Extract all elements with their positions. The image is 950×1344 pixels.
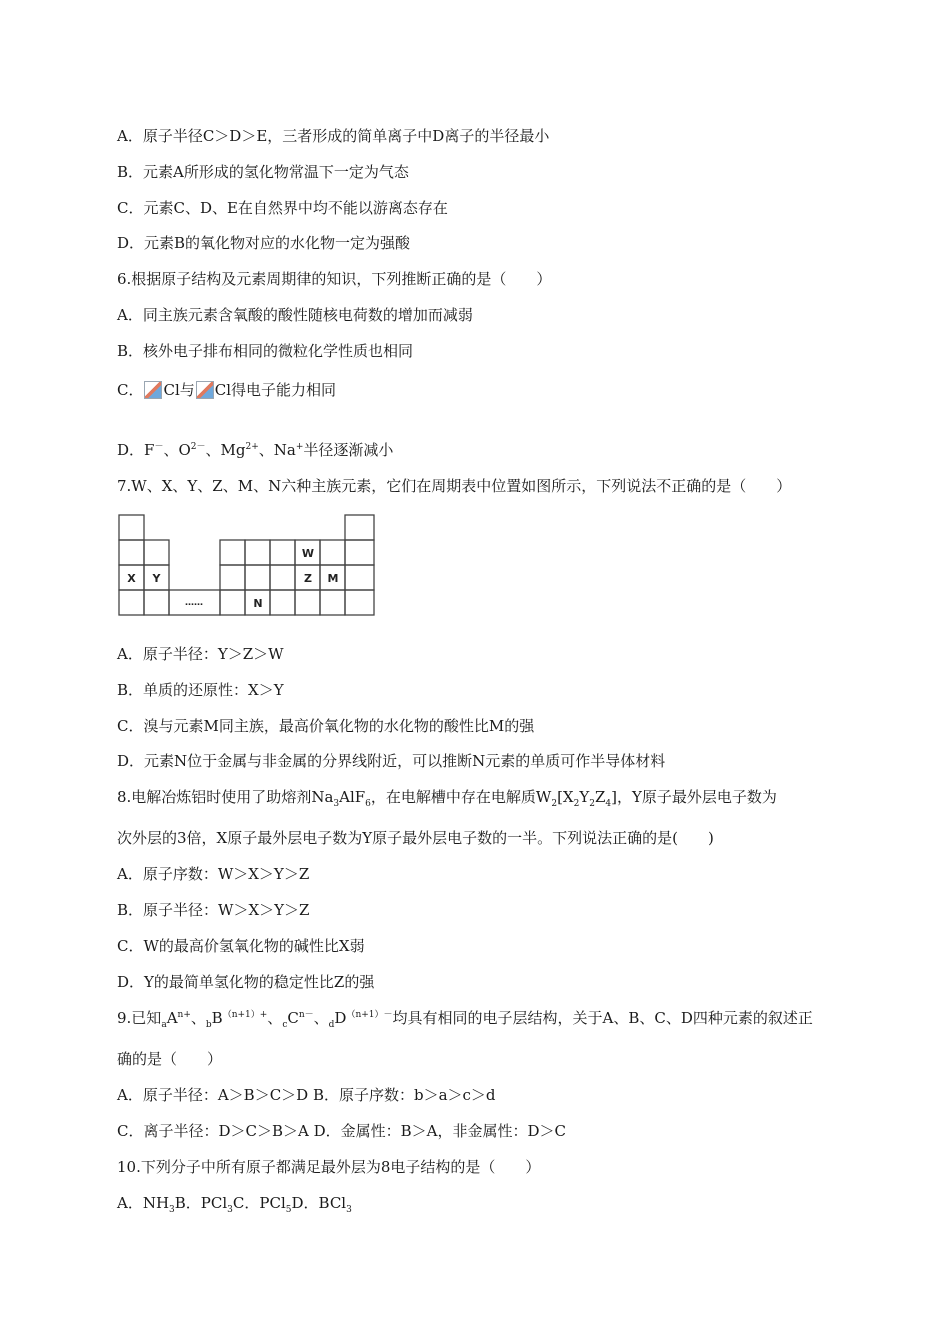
q9-part: 、 xyxy=(267,1009,283,1027)
q6d-mg: 、Mg xyxy=(205,441,246,459)
q5-option-a: A．原子半径C＞D＞E，三者形成的简单离子中D离子的半径最小 xyxy=(117,127,550,145)
cell xyxy=(245,565,270,590)
cell xyxy=(345,515,374,540)
q10-stem: 10.下列分子中所有原子都满足最外层为8电子结构的是（ ） xyxy=(117,1158,541,1176)
cell xyxy=(345,565,374,590)
sub: 2 xyxy=(589,799,595,809)
q9-part: 9.已知 xyxy=(117,1009,162,1027)
q9-part: A xyxy=(166,1009,178,1027)
cell xyxy=(345,590,374,615)
q5-option-d: D．元素B的氧化物对应的水化物一定为强酸 xyxy=(117,234,411,252)
q10-part: B．PCl xyxy=(174,1194,228,1212)
sub: c xyxy=(282,1020,288,1030)
sub: 3 xyxy=(227,1205,233,1215)
sub: d xyxy=(328,1020,335,1030)
q6d-post: 半径逐渐减小 xyxy=(303,441,394,459)
q8-part: [X xyxy=(557,788,574,806)
q6-option-a: A．同主族元素含氧酸的酸性随核电荷数的增加而减弱 xyxy=(117,306,473,324)
q6-option-b: B．核外电子排布相同的微粒化学性质也相同 xyxy=(117,342,414,360)
q6d-na: 、Na xyxy=(258,441,296,459)
cell xyxy=(245,540,270,565)
cell xyxy=(119,515,144,540)
label-z: Z xyxy=(304,572,312,585)
sub: 6 xyxy=(365,799,371,809)
sub: 3 xyxy=(169,1205,175,1215)
periodic-table-svg xyxy=(118,514,375,616)
q8-part: AlF xyxy=(339,788,366,806)
q9-part: D xyxy=(334,1009,347,1027)
q8-stem-line1 xyxy=(117,787,777,807)
q7-option-d: D．元素N位于金属与非金属的分界线附近，可以推断N元素的单质可作半导体材料 xyxy=(117,752,666,770)
q9-part: 、 xyxy=(190,1009,206,1027)
label-gap: …… xyxy=(185,598,203,608)
cell xyxy=(270,565,295,590)
cell xyxy=(220,565,245,590)
sub: 3 xyxy=(346,1205,352,1215)
q10-options xyxy=(117,1193,352,1213)
sup-minus: － xyxy=(154,442,164,452)
q5-option-c: C．元素C、D、E在自然界中均不能以游离态存在 xyxy=(117,199,448,217)
sup: n－ xyxy=(298,1010,314,1020)
label-n: N xyxy=(253,597,263,610)
q9-stem-line2: 确的是（ ） xyxy=(117,1050,223,1068)
sup-plus: + xyxy=(295,442,304,452)
label-w: W xyxy=(301,547,315,560)
q8-part: 8.电解冶炼铝时使用了助熔剂Na xyxy=(117,788,334,806)
cell xyxy=(220,540,245,565)
sup: n+ xyxy=(177,1010,191,1020)
cell xyxy=(144,590,169,615)
q7-option-b: B．单质的还原性：X＞Y xyxy=(117,681,284,699)
cell xyxy=(270,590,295,615)
sup: （n+1）+ xyxy=(222,1010,268,1020)
q6-option-d xyxy=(117,440,393,460)
cell xyxy=(270,540,295,565)
q9-options-cd: C．离子半径：D＞C＞B＞A D．金属性：B＞A，非金属性：D＞C xyxy=(117,1122,566,1140)
q6d-o: 、O xyxy=(163,441,191,459)
q10-part: C．PCl xyxy=(232,1194,286,1212)
cell xyxy=(119,590,144,615)
broken-image-icon xyxy=(144,381,162,399)
label-m: M xyxy=(327,572,339,585)
q6c-post: Cl得电子能力相同 xyxy=(214,381,337,399)
sup-2plus: 2+ xyxy=(245,442,259,452)
q9-part: C xyxy=(287,1009,299,1027)
q8-option-b: B．原子半径：W＞X＞Y＞Z xyxy=(117,901,310,919)
q9-part: 均具有相同的电子层结构，关于A、B、C、D四种元素的叙述正 xyxy=(392,1009,813,1027)
q8-part: Z xyxy=(594,788,606,806)
q8-option-a: A．原子序数：W＞X＞Y＞Z xyxy=(117,865,310,883)
q6d-f: D．F xyxy=(117,441,155,459)
sub: a xyxy=(161,1020,167,1030)
q7-stem: 7.W、X、Y、Z、M、N六种主族元素，它们在周期表中位置如图所示，下列说法不正确的是（ ） xyxy=(117,477,792,495)
q9-part: 、 xyxy=(313,1009,329,1027)
q9-part: B xyxy=(211,1009,223,1027)
q5-option-b: B．元素A所形成的氢化物常温下一定为气态 xyxy=(117,163,409,181)
periodic-table-figure xyxy=(118,514,375,616)
q9-stem-line1 xyxy=(117,1008,813,1028)
cell xyxy=(295,590,320,615)
label-y: Y xyxy=(152,572,161,585)
q8-part: ，在电解槽中存在电解质W xyxy=(370,788,552,806)
q10-part: D．BCl xyxy=(291,1194,347,1212)
q10-part: A．NH xyxy=(117,1194,170,1212)
sub: 3 xyxy=(333,799,340,809)
cell xyxy=(345,540,374,565)
q7-option-a: A．原子半径：Y＞Z＞W xyxy=(117,645,284,663)
sub: 2 xyxy=(573,799,580,809)
sub: 2 xyxy=(551,799,558,809)
q8-part: Y xyxy=(579,788,590,806)
label-x: X xyxy=(127,572,136,585)
q6-option-c xyxy=(117,380,336,400)
cell xyxy=(119,540,144,565)
q6c-mid: Cl与 xyxy=(163,381,195,399)
cell xyxy=(320,590,345,615)
q8-option-d: D．Y的最简单氢化物的稳定性比Z的强 xyxy=(117,973,375,991)
q9-options-ab: A．原子半径：A＞B＞C＞D B．原子序数：b＞a＞c＞d xyxy=(117,1086,496,1104)
sub: b xyxy=(205,1020,212,1030)
sup: （n+1）－ xyxy=(346,1010,393,1020)
broken-image-icon xyxy=(196,381,214,399)
q8-stem-line2: 次外层的3倍，X原子最外层电子数为Y原子最外层电子数的一半。下列说法正确的是( ) xyxy=(117,829,714,847)
q7-option-c: C．溴与元素M同主族，最高价氧化物的水化物的酸性比M的强 xyxy=(117,717,535,735)
sub: 5 xyxy=(285,1205,292,1215)
sup-2minus: 2－ xyxy=(190,442,206,452)
sub: 4 xyxy=(605,799,612,809)
cell xyxy=(320,540,345,565)
q8-part: ]，Y原子最外层电子数为 xyxy=(611,788,777,806)
q8-option-c: C．W的最高价氢氧化物的碱性比X弱 xyxy=(117,937,365,955)
q6-stem: 6.根据原子结构及元素周期律的知识，下列推断正确的是（ ） xyxy=(117,270,552,288)
cell xyxy=(220,590,245,615)
cell xyxy=(144,540,169,565)
q6c-prefix: C． xyxy=(117,381,144,399)
